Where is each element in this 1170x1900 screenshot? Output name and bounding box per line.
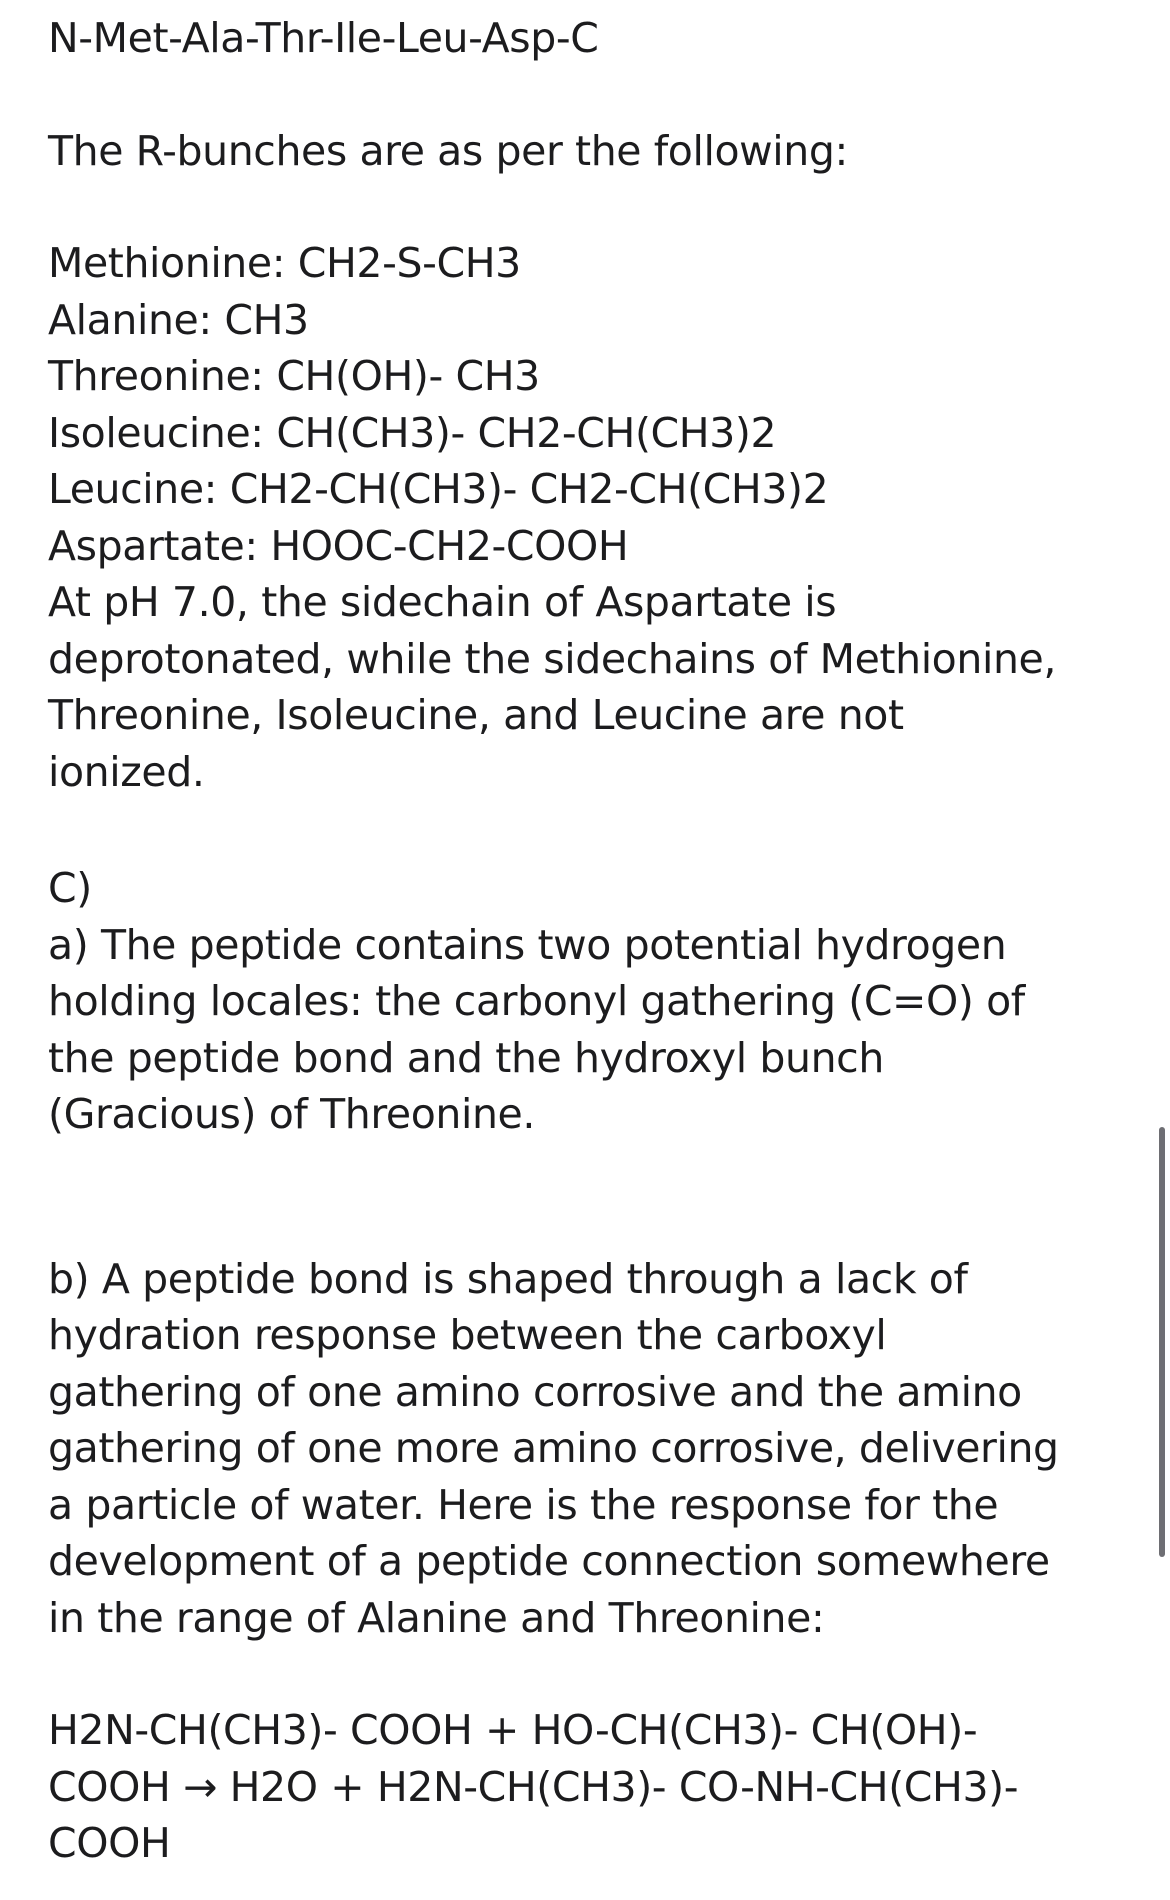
ph-note <box>48 574 1128 800</box>
document-body <box>48 10 1128 1872</box>
r-group-item: Isoleucine: CH(CH3)- CH2-CH(CH3)2 <box>48 408 777 457</box>
part-b-line: gathering of one amino corrosive and the amino <box>48 1367 1022 1416</box>
part-b-line: development of a peptide connection somewhere <box>48 1537 1050 1585</box>
reaction-equation <box>48 1702 1128 1872</box>
reaction-line: H2N-CH(CH3)- COOH + HO-CH(CH3)- CH(OH)- <box>48 1706 978 1754</box>
part-a-line: (Gracious) of Threonine. <box>48 1090 536 1138</box>
section-c <box>48 860 1128 1872</box>
r-group-item: Aspartate: HOOC-CH2-COOH <box>48 521 629 570</box>
part-b-line: in the range of Alanine and Threonine: <box>48 1593 825 1642</box>
part-a <box>48 917 1128 1143</box>
part-b-line: b) A peptide bond is shaped through a lack of <box>48 1254 968 1303</box>
r-groups-intro: The R-bunches are as per the following: <box>48 126 848 175</box>
r-group-item: Methionine: CH2-S-CH3 <box>48 239 521 287</box>
part-b <box>48 1251 1128 1647</box>
r-group-item: Leucine: CH2-CH(CH3)- CH2-CH(CH3)2 <box>48 465 829 513</box>
peptide-sequence: N-Met-Ala-Thr-Ile-Leu-Asp-C <box>48 14 599 62</box>
r-group-list <box>48 235 1128 574</box>
part-a-line: holding locales: the carbonyl gathering (C=O) of <box>48 977 1025 1025</box>
ph-note-line: ionized. <box>48 747 205 796</box>
section-c-label: C) <box>48 864 92 912</box>
ph-note-line: deprotonated, while the sidechains of Methionine, <box>48 634 1056 683</box>
part-b-line: gathering of one more amino corrosive, delivering <box>48 1424 1059 1472</box>
part-b-line: a particle of water. Here is the response for the <box>48 1480 999 1529</box>
vertical-scrollbar[interactable] <box>1159 1127 1165 1557</box>
part-a-line: the peptide bond and the hydroxyl bunch <box>48 1033 884 1082</box>
r-group-item: Alanine: CH3 <box>48 295 309 344</box>
ph-note-line: At pH 7.0, the sidechain of Aspartate is <box>48 578 837 626</box>
r-group-item: Threonine: CH(OH)- CH3 <box>48 352 540 400</box>
reaction-line: COOH → H2O + H2N-CH(CH3)- CO-NH-CH(CH3)- <box>48 1762 1019 1811</box>
part-b-line: hydration response between the carboxyl <box>48 1311 887 1359</box>
reaction-line: COOH <box>48 1819 171 1867</box>
part-a-line: a) The peptide contains two potential hydrogen <box>48 920 1007 969</box>
ph-note-line: Threonine, Isoleucine, and Leucine are not <box>48 691 904 739</box>
